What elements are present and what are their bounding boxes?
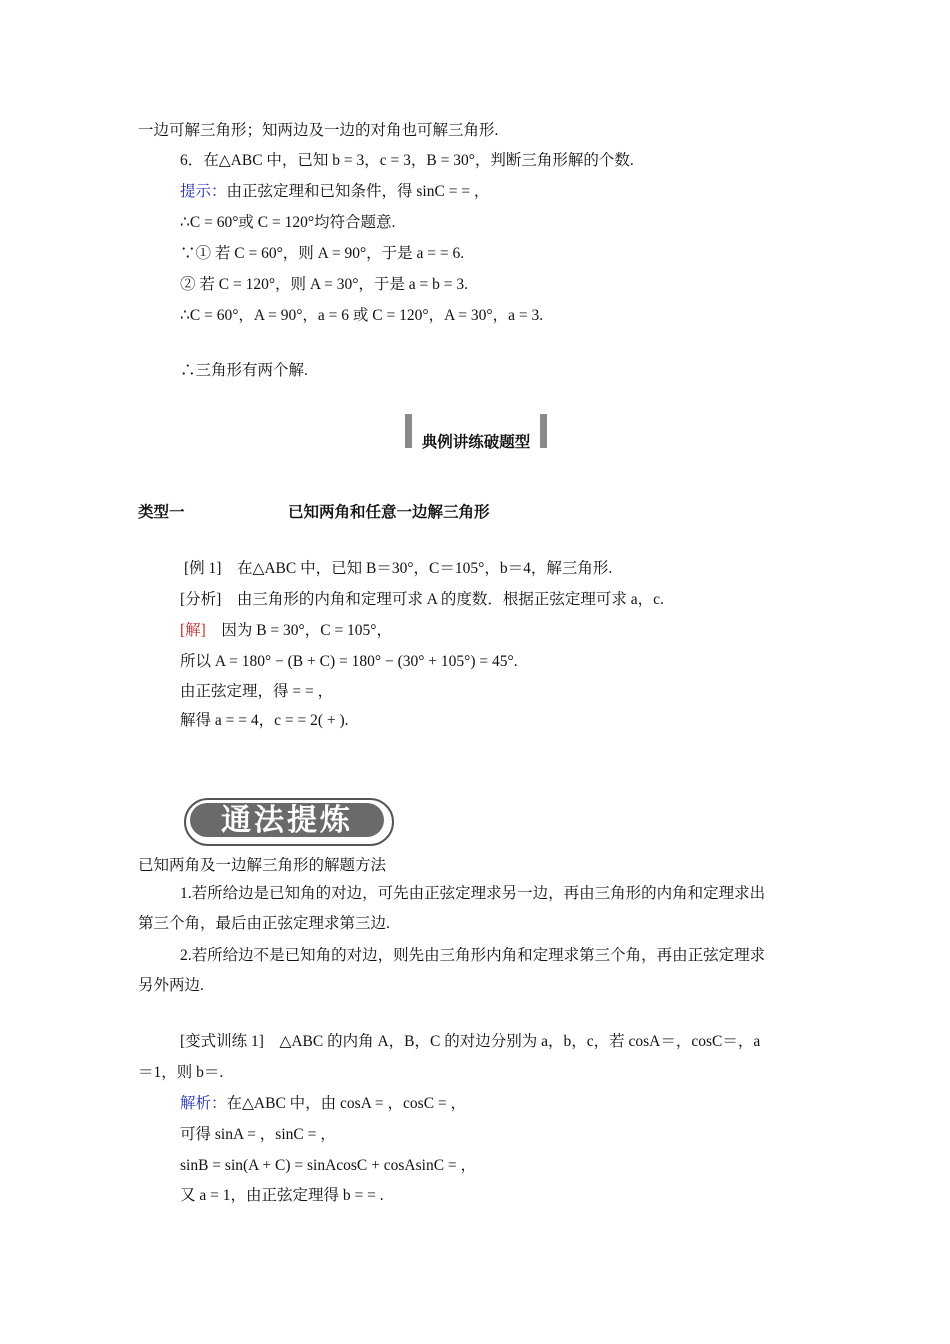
exercise-line: [变式训练 1] △ABC 的内角 A，B，C 的对边分别为 a，b，c，若 cosA＝，cosC＝，a (180, 1033, 761, 1050)
text-line: 解得 a = = 4，c = = 2( + ). (180, 712, 349, 729)
method-paragraph: 2.若所给边不是已知角的对边，则先由三角形内角和定理求第三个角，再由正弦定理求 (180, 947, 766, 964)
solution-line (180, 621, 392, 641)
banner-bar-right (540, 414, 547, 448)
exercise-solution-label: 解析： (180, 1095, 227, 1112)
text-line: ∴C = 60°或 C = 120°均符合题意. (180, 214, 396, 231)
method-paragraph: 另外两边. (138, 977, 204, 994)
method-title: 已知两角及一边解三角形的解题方法 (138, 857, 387, 874)
method-paragraph: 第三个角，最后由正弦定理求第三边. (138, 915, 390, 932)
text-line: 一边可解三角形；知两边及一边的对角也可解三角形. (138, 122, 499, 139)
analysis-text: 由三角形的内角和定理可求 A 的度数．根据正弦定理可求 a，c. (221, 591, 664, 608)
hint-label: 提示： (180, 183, 227, 200)
method-badge (184, 795, 392, 845)
exercise-line: ＝1，则 b＝. (138, 1064, 224, 1081)
hint-line (180, 182, 489, 202)
type-title: 已知两角和任意一边解三角形 (288, 504, 490, 521)
text-line: ∴C = 60°，A = 90°，a = 6 或 C = 120°，A = 30°，a = 3. (180, 307, 544, 324)
text-line: sinB = sin(A + C) = sinAcosC + cosAsinC = ， (180, 1157, 477, 1174)
banner-bar-left (405, 414, 412, 448)
text-line: 6．在△ABC 中，已知 b = 3，c = 3，B = 30°，判断三角形解的个数. (180, 152, 634, 169)
text-line: 又 a = 1，由正弦定理得 b = = . (180, 1187, 384, 1204)
text-line: 所以 A = 180° − (B + C) = 180° − (30° + 105°) = 45°. (180, 653, 518, 670)
text-line: ∴三角形有两个解. (180, 362, 308, 379)
section-banner (405, 414, 547, 450)
solution-label: [解] (180, 622, 206, 639)
solution-text: 因为 B = 30°，C = 105°， (205, 622, 393, 639)
method-paragraph: 1.若所给边是已知角的对边，可先由正弦定理求另一边，再由三角形的内角和定理求出 (180, 885, 766, 902)
analysis-line (180, 590, 664, 610)
analysis-label: [分析] (180, 591, 222, 608)
exercise-solution-text: 在△ABC 中，由 cosA = ，cosC = ， (226, 1095, 467, 1112)
badge-text: 通法提炼 (221, 803, 353, 838)
hint-text: 由正弦定理和已知条件，得 sinC = = ， (226, 183, 490, 200)
text-line: ② 若 C = 120°，则 A = 30°，于是 a = b = 3. (180, 276, 469, 293)
type-label: 类型一 (138, 504, 185, 521)
banner-title: 典例讲练破题型 (421, 434, 531, 451)
text-line: ∵① 若 C = 60°，则 A = 90°，于是 a = = 6. (180, 245, 465, 262)
text-line: 可得 sinA = ，sinC = ， (180, 1126, 336, 1143)
exercise-solution-line (180, 1094, 466, 1114)
text-line: 由正弦定理，得 = = ， (180, 683, 334, 700)
example-line: [例 1] 在△ABC 中，已知 B＝30°，C＝105°，b＝4，解三角形. (184, 560, 613, 577)
